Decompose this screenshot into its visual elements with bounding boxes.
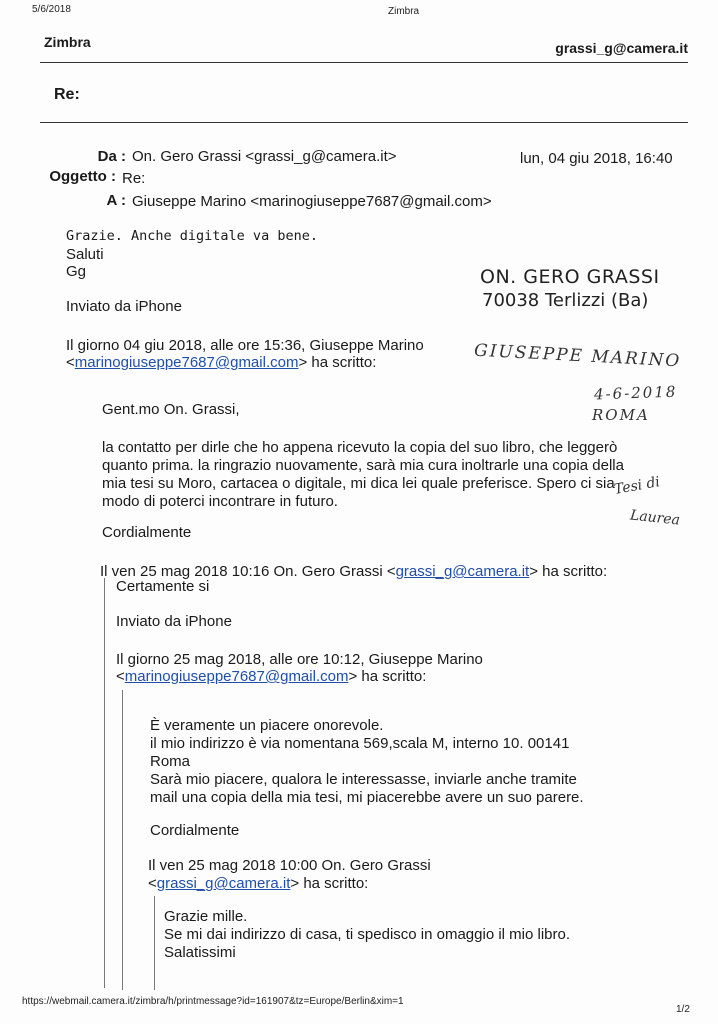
quote1-para-line-4: modo di poterci incontrare in futuro. xyxy=(102,493,338,510)
subject-value: Re: xyxy=(122,170,146,187)
handwritten-date: 4-6-2018 xyxy=(593,382,678,404)
subject-label: Oggetto : xyxy=(49,168,116,185)
to-value: Giuseppe Marino <marinogiuseppe7687@gmail.com> xyxy=(132,193,492,210)
print-date: 5/6/2018 xyxy=(32,4,71,15)
stamp-address: 70038 Terlizzi (Ba) xyxy=(482,290,649,311)
quote4-bar xyxy=(154,896,155,990)
quote1-para-line-3: mia tesi su Moro, cartacea o digitale, mi dica lei quale preferisce. Spero ci sia xyxy=(102,475,615,492)
reply-line-2: Saluti xyxy=(66,246,104,263)
handwritten-note-2: Laurea xyxy=(629,507,681,529)
quote1-greeting: Gent.mo On. Grassi, xyxy=(102,401,240,418)
quote3-line-1: È veramente un piacere onorevole. xyxy=(150,717,384,734)
quote4-intro-line2: <grassi_g@camera.it> ha scritto: xyxy=(148,875,369,892)
quote4-line-2: Se mi dai indirizzo di casa, ti spedisco in omaggio il mio libro. xyxy=(164,926,571,943)
reply-signature: Inviato da iPhone xyxy=(66,298,182,315)
quote3-email-link[interactable]: marinogiuseppe7687@gmail.com xyxy=(124,668,349,685)
subject-divider xyxy=(40,122,688,123)
quote4-line-1: Grazie mille. xyxy=(164,908,248,925)
handwritten-city: ROMA xyxy=(592,406,650,424)
quote2-wrote: ha scritto: xyxy=(542,563,608,580)
quote1-para-line-2: quanto prima. la ringrazio nuovamente, sarà mia cura inoltrarle una copia della xyxy=(102,457,624,474)
from-label: Da : xyxy=(97,148,126,165)
quote1-intro-line2: <marinogiuseppe7687@gmail.com> ha scritto: xyxy=(66,354,377,371)
quote2-signature: Inviato da iPhone xyxy=(116,613,232,630)
quote2-bar xyxy=(104,578,105,988)
quote3-intro-text: Il giorno 25 mag 2018, alle ore 10:12, Giuseppe Marino xyxy=(116,651,483,668)
quote3-wrote: ha scritto: xyxy=(361,668,427,685)
quote3-bar xyxy=(122,690,123,990)
quote3-line-5: mail una copia della mia tesi, mi piacerebbe avere un suo parere. xyxy=(150,789,584,806)
reply-line-1: Grazie. Anche digitale va bene. xyxy=(66,228,318,244)
handwritten-name: GIUSEPPE MARINO xyxy=(473,340,682,372)
quote3-intro-line2: <marinogiuseppe7687@gmail.com> ha scritto: xyxy=(116,668,427,685)
header-divider xyxy=(40,62,688,63)
message-date: lun, 04 giu 2018, 16:40 xyxy=(520,150,673,167)
brand-title: Zimbra xyxy=(44,34,91,50)
quote3-closing: Cordialmente xyxy=(150,822,240,839)
quote2-intro-text: Il ven 25 mag 2018 10:16 On. Gero Grassi xyxy=(100,563,383,580)
handwritten-note-1: Tesi di xyxy=(612,474,662,498)
stamp-name: ON. GERO GRASSI xyxy=(480,266,660,288)
quote4-wrote: ha scritto: xyxy=(303,875,369,892)
quote4-email-link[interactable]: grassi_g@camera.it xyxy=(156,875,291,892)
page-number: 1/2 xyxy=(676,1004,690,1015)
quote4-intro-text: Il ven 25 mag 2018 10:00 On. Gero Grassi xyxy=(148,857,431,874)
quote2-intro: Il ven 25 mag 2018 10:16 On. Gero Grassi <grassi_g@camera.it> ha scritto: xyxy=(100,563,608,580)
to-label: A : xyxy=(106,192,126,209)
quote2-email-link[interactable]: grassi_g@camera.it xyxy=(395,563,530,580)
quote1-intro-text: Il giorno 04 giu 2018, alle ore 15:36, Giuseppe Marino xyxy=(66,337,424,354)
quote3-line-2: il mio indirizzo è via nomentana 569,scala M, interno 10. 00141 xyxy=(150,735,570,752)
quote3-line-4: Sarà mio piacere, qualora le interessasse, inviarle anche tramite xyxy=(150,771,577,788)
quote3-line-3: Roma xyxy=(150,753,191,770)
quote1-closing: Cordialmente xyxy=(102,524,192,541)
quote2-line-1: Certamente si xyxy=(116,578,210,595)
quote1-email-link[interactable]: marinogiuseppe7687@gmail.com xyxy=(74,354,299,371)
quote4-intro xyxy=(148,856,431,875)
quote1-para-line-1: la contatto per dirle che ho appena ricevuto la copia del suo libro, che leggerò xyxy=(102,439,618,456)
quote4-line-3: Salatissimi xyxy=(164,944,236,961)
print-app-title: Zimbra xyxy=(388,6,420,17)
account-email: grassi_g@camera.it xyxy=(555,40,688,56)
page-subject: Re: xyxy=(54,86,80,103)
quote1-wrote: ha scritto: xyxy=(311,354,377,371)
from-value: On. Gero Grassi <grassi_g@camera.it> xyxy=(132,148,397,165)
reply-line-3: Gg xyxy=(66,263,87,280)
print-url: https://webmail.camera.it/zimbra/h/printmessage?id=161907&tz=Europe/Berlin&xim=1 xyxy=(22,996,404,1007)
